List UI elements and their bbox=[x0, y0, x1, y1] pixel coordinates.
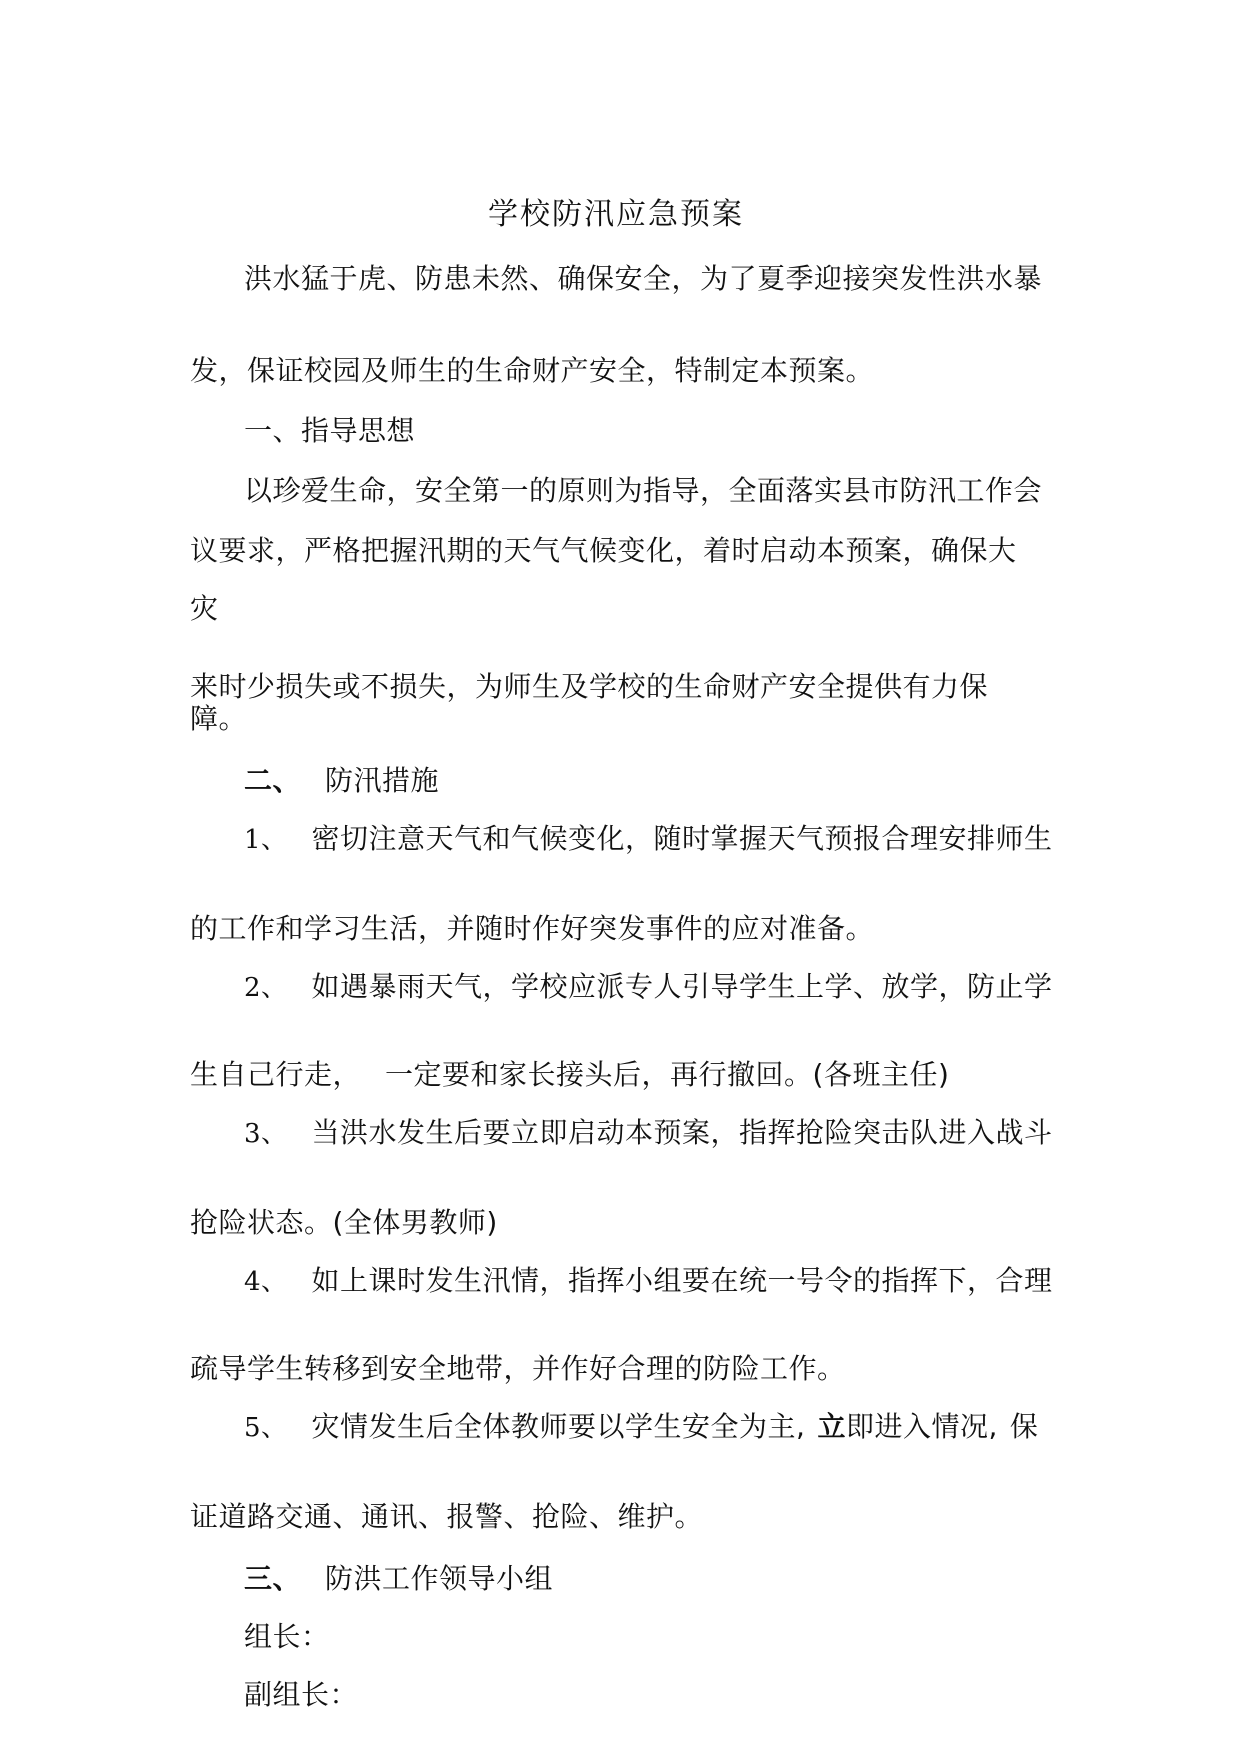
section1-line-4: 来时少损失或不损失，为师生及学校的生命财产安全提供有力保 bbox=[190, 670, 989, 703]
section1-line-1: 以珍爱生命，安全第一的原则为指导，全面落实县市防汛工作会 bbox=[244, 474, 1043, 507]
item-number: 2、 bbox=[244, 973, 288, 1003]
section1-line-2: 议要求，严格把握汛期的天气气候变化，着时启动本预案，确保大 bbox=[190, 534, 1017, 567]
measure-item-1-cont: 的工作和学习生活，并随时作好突发事件的应对准备。 bbox=[190, 912, 875, 945]
section1-heading: 一、指导思想 bbox=[244, 414, 416, 447]
item-line-1: 如上课时发生汛情，指挥小组要在统一号令的指挥下，合理 bbox=[311, 1264, 1053, 1297]
item-line-1: 如遇暴雨天气，学校应派专人引导学生上学、放学，防止学 bbox=[311, 970, 1053, 1003]
item-line-2a: 生自己行走， bbox=[190, 1058, 362, 1091]
item-number: 4、 bbox=[244, 1267, 288, 1297]
section2-heading-number: 二、 bbox=[244, 764, 302, 797]
deputy-leader-label: 副组长： bbox=[244, 1678, 359, 1711]
measure-item-2-cont bbox=[190, 1058, 949, 1092]
item-number: 1、 bbox=[244, 825, 288, 855]
measure-item-5 bbox=[244, 1410, 1038, 1445]
section1-line-5: 障。 bbox=[190, 702, 248, 735]
section2-heading bbox=[244, 764, 439, 798]
item-line-1b: 立 bbox=[817, 1410, 846, 1443]
item-line-1: 密切注意天气和气候变化，随时掌握天气预报合理安排师生 bbox=[311, 822, 1053, 855]
intro-line-2: 发，保证校园及师生的生命财产安全，特制定本预案。 bbox=[190, 354, 875, 387]
item-number: 5、 bbox=[244, 1413, 288, 1443]
measure-item-4-cont: 疏导学生转移到安全地带，并作好合理的防险工作。 bbox=[190, 1352, 846, 1385]
measure-item-1 bbox=[244, 822, 1053, 857]
measure-item-2 bbox=[244, 970, 1053, 1005]
measure-item-3 bbox=[244, 1116, 1053, 1151]
item-line-1d: 保 bbox=[1009, 1410, 1039, 1443]
section3-heading-text: 防洪工作领导小组 bbox=[325, 1562, 554, 1595]
page-title: 学校防汛应急预案 bbox=[488, 197, 744, 232]
section2-heading-text: 防汛措施 bbox=[325, 764, 440, 797]
measure-item-3-cont: 抢险状态。(全体男教师) bbox=[190, 1206, 498, 1239]
section1-line-3: 灾 bbox=[190, 592, 219, 625]
item-line-1: 当洪水发生后要立即启动本预案，指挥抢险突击队进入战斗 bbox=[311, 1116, 1053, 1149]
leader-label: 组长： bbox=[244, 1620, 330, 1653]
item-line-2b: 一定要和家长接头后，再行撤回。(各班主任) bbox=[385, 1058, 950, 1091]
item-line-1a: 灾情发生后全体教师要以学生安全为主, bbox=[311, 1410, 806, 1443]
item-line-1c: 即进入情况, bbox=[845, 1410, 998, 1443]
measure-item-4 bbox=[244, 1264, 1053, 1299]
section3-heading-number: 三、 bbox=[244, 1562, 302, 1595]
section3-heading bbox=[244, 1562, 553, 1596]
item-number: 3、 bbox=[244, 1119, 288, 1149]
measure-item-5-cont: 证道路交通、通讯、报警、抢险、维护。 bbox=[190, 1500, 704, 1533]
intro-line-1: 洪水猛于虎、防患未然、确保安全，为了夏季迎接突发性洪水暴 bbox=[244, 262, 1043, 295]
